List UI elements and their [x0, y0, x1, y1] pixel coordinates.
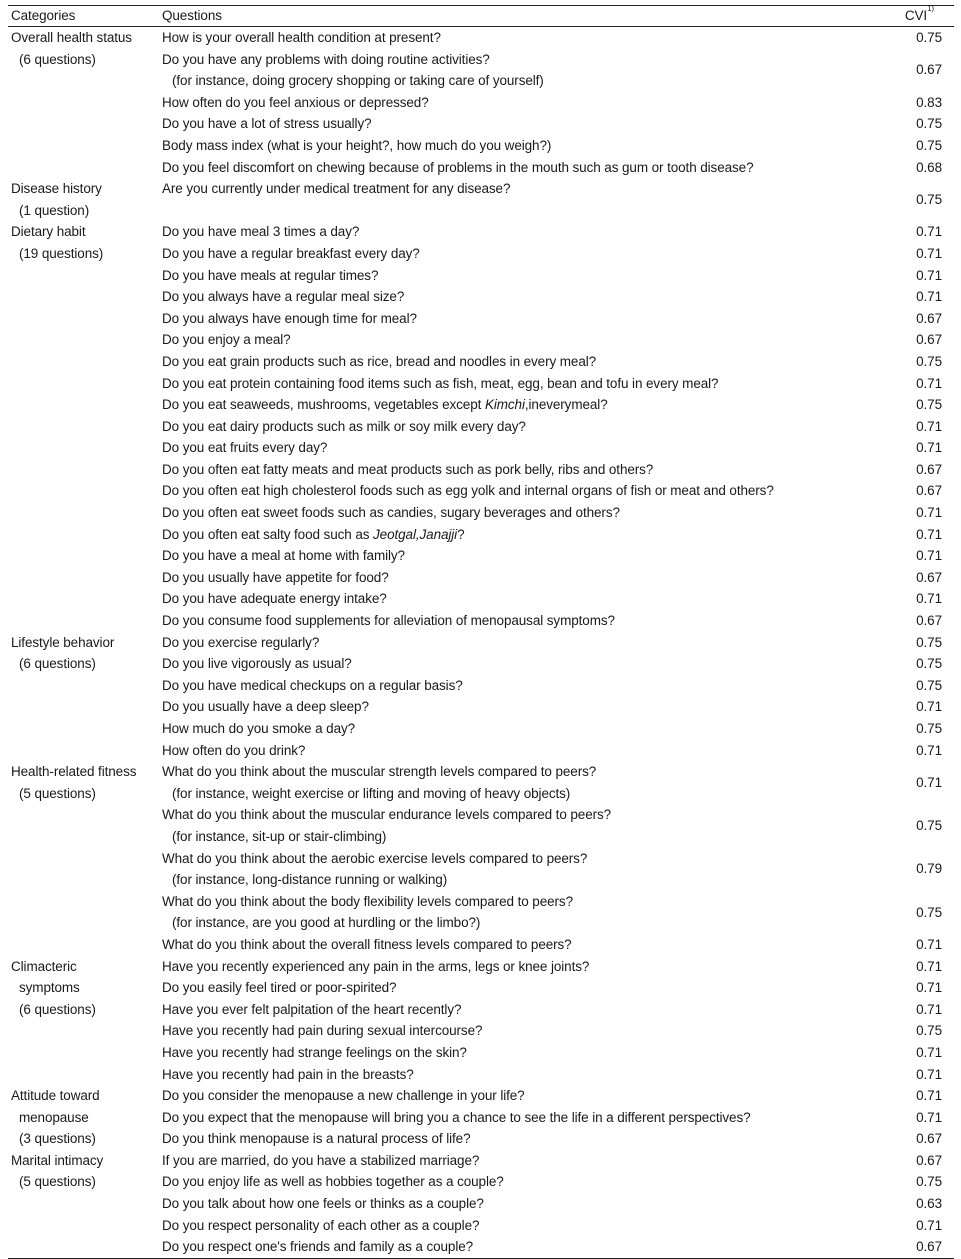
table-row [8, 27, 954, 49]
question-cell [159, 761, 894, 804]
question-cell [159, 480, 894, 502]
category-cell [8, 27, 159, 179]
category-name: Attitude toward [11, 1088, 100, 1104]
cvi-value: 0.67 [916, 1152, 942, 1168]
question-cell [159, 329, 894, 351]
question-cell [159, 286, 894, 308]
question-text: Do you have adequate energy intake? [162, 591, 387, 607]
question-text: Have you recently experienced any pain in the arms, legs or knee joints? [162, 958, 590, 974]
question-text: How is your overall health condition at present? [162, 30, 441, 45]
table-row [8, 1150, 954, 1172]
cvi-value: 0.67 [916, 569, 942, 585]
table-row [8, 178, 954, 221]
question-cell [159, 1236, 894, 1258]
question-cell [159, 49, 894, 92]
question-cell [159, 221, 894, 243]
question-text: Have you recently had pain during sexual intercourse? [162, 1023, 483, 1039]
category-name: Disease history [11, 181, 102, 197]
question-text: Have you recently had pain in the breasts? [162, 1066, 414, 1082]
cvi-value: 0.75 [916, 116, 942, 132]
question-text: Do you eat protein containing food items such as fish, meat, egg, bean and tofu in every meal? [162, 375, 719, 391]
question-text: Do you talk about how one feels or thinks as a couple? [162, 1196, 484, 1212]
question-cell [159, 1150, 894, 1172]
question-cell [159, 610, 894, 632]
cvi-value: 0.71 [916, 548, 942, 564]
question-text: Do you usually have a deep sleep? [162, 699, 369, 715]
cvi-value: 0.71 [916, 699, 942, 715]
cvi-value: 0.75 [916, 397, 942, 413]
cvi-value: 0.79 [916, 861, 942, 877]
question-text: What do you think about the muscular strength levels compared to peers? [162, 764, 597, 780]
header-categories: Categories [8, 6, 159, 27]
question-cell [159, 1107, 894, 1129]
table-row [8, 956, 954, 978]
question-cell [159, 157, 894, 179]
cvi-value: 0.71 [916, 245, 942, 261]
cvi-value: 0.63 [916, 1196, 942, 1212]
question-text: Do you eat grain products such as rice, bread and noodles in every meal? [162, 353, 597, 369]
question-cell [159, 92, 894, 114]
question-text: Do you enjoy life as well as hobbies together as a couple? [162, 1174, 504, 1190]
question-text: What do you think about the body flexibility levels compared to peers? [162, 893, 573, 909]
question-text: Do you eat fruits every day? [162, 440, 328, 456]
question-cell [159, 308, 894, 330]
question-cell [159, 804, 894, 847]
category-name: Climacteric [11, 958, 77, 974]
question-cell [159, 588, 894, 610]
question-cell [159, 1193, 894, 1215]
cvi-value: 0.71 [916, 1109, 942, 1125]
cvi-value: 0.71 [916, 1044, 942, 1060]
question-example [162, 200, 894, 222]
question-text: Do you respect one's friends and family as a couple? [162, 1239, 474, 1255]
question-text: What do you think about the overall fitness levels compared to peers? [162, 936, 572, 952]
question-example: (for instance, are you good at hurdling or the limbo?) [172, 915, 481, 931]
category-count: (19 questions) [19, 245, 104, 261]
question-cell [159, 999, 894, 1021]
category-name: Dietary habit [11, 224, 86, 240]
cvi-value: 0.71 [916, 440, 942, 456]
question-cell [159, 1064, 894, 1086]
question-cell [159, 934, 894, 956]
question-cell [159, 243, 894, 265]
question-cell [159, 956, 894, 978]
cvi-value: 0.75 [916, 1174, 942, 1190]
question-text: Have you ever felt palpitation of the heart recently? [162, 1001, 462, 1017]
category-count: (5 questions) [19, 1174, 96, 1190]
question-cell [159, 394, 894, 416]
cvi-value: 0.75 [916, 30, 942, 45]
question-cell [159, 178, 894, 221]
category-cell [8, 221, 159, 631]
question-cell [159, 567, 894, 589]
header-cvi-label: CVI [904, 8, 928, 23]
cvi-value: 0.71 [916, 742, 942, 758]
cvi-value: 0.75 [916, 1023, 942, 1039]
cvi-value: 0.75 [916, 191, 942, 207]
category-cell [8, 1150, 159, 1258]
question-text: How often do you drink? [162, 742, 306, 758]
question-cell [159, 632, 894, 654]
category-name: Marital intimacy [11, 1152, 104, 1168]
question-text: Do you think menopause is a natural process of life? [162, 1131, 471, 1147]
cvi-value: 0.71 [916, 505, 942, 521]
question-text: If you are married, do you have a stabilized marriage? [162, 1152, 480, 1168]
table-row [8, 761, 954, 804]
cvi-value: 0.71 [916, 1088, 942, 1104]
cvi-value: 0.71 [916, 1066, 942, 1082]
question-text: Are you currently under medical treatment for any disease? [162, 181, 511, 197]
category-name: Health-related fitness [11, 764, 137, 780]
cvi-value: 0.67 [916, 1131, 942, 1147]
cvi-value: 0.67 [916, 461, 942, 477]
question-text: Do you eat dairy products such as milk or soy milk every day? [162, 418, 526, 434]
question-italic-term: Kimchi [484, 397, 525, 413]
question-cell [159, 524, 894, 546]
question-text: Do you usually have appetite for food? [162, 569, 389, 585]
question-text: Do you easily feel tired or poor-spirited? [162, 980, 397, 996]
cvi-value: 0.68 [916, 159, 942, 175]
category-cell [8, 956, 159, 1086]
question-text: Do you have meal 3 times a day? [162, 224, 360, 240]
question-text: Body mass index (what is your height?, how much do you weigh?) [162, 137, 552, 153]
category-cell [8, 632, 159, 762]
question-text: Do you live vigorously as usual? [162, 656, 352, 672]
question-cell [159, 416, 894, 438]
question-example: (for instance, sit-up or stair-climbing) [172, 828, 387, 844]
question-example: (for instance, long-distance running or walking) [172, 872, 448, 888]
question-text: Do you eat seaweeds, mushrooms, vegetables except [162, 397, 485, 413]
question-cell [159, 373, 894, 395]
cvi-value: 0.71 [916, 224, 942, 240]
table-body [8, 27, 954, 1259]
question-cell [159, 1215, 894, 1237]
question-text: Do you always have enough time for meal? [162, 310, 417, 326]
cvi-value: 0.71 [916, 591, 942, 607]
question-cell [159, 1171, 894, 1193]
cvi-value: 0.67 [916, 332, 942, 348]
question-cell [159, 351, 894, 373]
category-count: (6 questions) [19, 1001, 96, 1017]
question-text: Do you consume food supplements for alleviation of menopausal symptoms? [162, 613, 615, 629]
question-cell [159, 27, 894, 49]
question-text: Do you respect personality of each other as a couple? [162, 1217, 480, 1233]
cvi-value: 0.67 [916, 310, 942, 326]
category-name: symptoms [19, 980, 80, 996]
cvi-value: 0.75 [916, 634, 942, 650]
question-text: Do you often eat salty food such as [162, 526, 374, 542]
category-count: (5 questions) [19, 785, 96, 801]
question-text-tail: ? [457, 526, 465, 542]
question-text: Do you have meals at regular times? [162, 267, 379, 283]
question-example: (for instance, weight exercise or lifting and moving of heavy objects) [172, 785, 571, 801]
cvi-value: 0.71 [916, 526, 942, 542]
category-cell [8, 178, 159, 221]
question-cell [159, 265, 894, 287]
question-cell [159, 502, 894, 524]
question-text: Do you have a regular breakfast every day? [162, 245, 420, 261]
category-name: menopause [19, 1109, 89, 1125]
question-cell [159, 740, 894, 762]
cvi-questions-table [8, 5, 954, 1259]
cvi-value: 0.75 [916, 353, 942, 369]
category-count: (6 questions) [19, 656, 96, 672]
cvi-value: 0.83 [916, 94, 942, 110]
cvi-value: 0.67 [916, 613, 942, 629]
cvi-value: 0.71 [916, 375, 942, 391]
question-text: Do you have a lot of stress usually? [162, 116, 372, 132]
header-cvi-footnote: 1) [927, 4, 934, 13]
cvi-value: 0.75 [916, 818, 942, 834]
question-cell [159, 135, 894, 157]
table-row [8, 632, 954, 654]
table-row [8, 221, 954, 243]
question-text: Do you have a meal at home with family? [162, 548, 405, 564]
cvi-value: 0.75 [916, 677, 942, 693]
question-text: Do you enjoy a meal? [162, 332, 291, 348]
question-text: Do you consider the menopause a new challenge in your life? [162, 1088, 525, 1104]
cvi-value: 0.71 [916, 774, 942, 790]
cvi-value: 0.75 [916, 904, 942, 920]
cvi-value: 0.75 [916, 721, 942, 736]
question-cell [159, 1042, 894, 1064]
question-text: What do you think about the aerobic exercise levels compared to peers? [162, 850, 588, 866]
question-cell [159, 718, 894, 740]
question-cell [159, 696, 894, 718]
question-text: Do you exercise regularly? [162, 634, 320, 650]
question-italic-term: Jeotgal,Janajji [373, 526, 458, 542]
category-name: Lifestyle behavior [11, 634, 115, 650]
question-text: Do you have any problems with doing routine activities? [162, 51, 490, 67]
question-text: How much do you smoke a day? [162, 721, 356, 736]
category-count: (3 questions) [19, 1131, 96, 1147]
question-text: Do you always have a regular meal size? [162, 289, 405, 305]
header-cvi [894, 6, 954, 27]
table-header [8, 6, 954, 27]
header-questions: Questions [159, 6, 894, 27]
question-cell [159, 891, 894, 934]
question-cell [159, 113, 894, 135]
cvi-value: 0.75 [916, 137, 942, 153]
question-text: Have you recently had strange feelings on the skin? [162, 1044, 467, 1060]
question-cell [159, 437, 894, 459]
cvi-value: 0.71 [916, 267, 942, 283]
question-example: (for instance, doing grocery shopping or taking care of yourself) [172, 73, 544, 89]
question-cell [159, 1128, 894, 1150]
question-cell [159, 848, 894, 891]
cvi-value: 0.71 [916, 958, 942, 974]
question-cell [159, 675, 894, 697]
question-text-tail: ,ineverymeal? [524, 397, 608, 413]
question-cell [159, 977, 894, 999]
cvi-value: 0.71 [916, 936, 942, 952]
question-text: Do you expect that the menopause will bring you a chance to see the life in a different perspectives? [162, 1109, 751, 1125]
category-count: (6 questions) [19, 51, 96, 67]
cvi-value: 0.67 [916, 62, 942, 78]
question-cell [159, 1020, 894, 1042]
question-text: Do you have medical checkups on a regular basis? [162, 677, 463, 693]
category-count: (1 question) [19, 202, 90, 218]
question-cell [159, 1085, 894, 1107]
question-text: How often do you feel anxious or depressed? [162, 94, 429, 110]
cvi-value: 0.71 [916, 980, 942, 996]
question-text: Do you feel discomfort on chewing because of problems in the mouth such as gum or tooth disease? [162, 159, 754, 175]
cvi-value: 0.67 [916, 1239, 942, 1255]
question-cell [159, 459, 894, 481]
category-name: Overall health status [11, 30, 132, 45]
question-text: Do you often eat high cholesterol foods such as egg yolk and internal organs of fish or meat and others? [162, 483, 774, 499]
cvi-value: 0.71 [916, 289, 942, 305]
cvi-value: 0.71 [916, 418, 942, 434]
question-text: Do you often eat sweet foods such as candies, sugary beverages and others? [162, 505, 620, 521]
cvi-value: 0.71 [916, 1001, 942, 1017]
cvi-value: 0.75 [916, 656, 942, 672]
table-row [8, 1085, 954, 1107]
category-cell [8, 1085, 159, 1150]
question-cell [159, 545, 894, 567]
cvi-value: 0.71 [916, 1217, 942, 1233]
cvi-value: 0.67 [916, 483, 942, 499]
question-cell [159, 653, 894, 675]
category-cell [8, 761, 159, 955]
question-text: Do you often eat fatty meats and meat products such as pork belly, ribs and others? [162, 461, 654, 477]
question-text: What do you think about the muscular endurance levels compared to peers? [162, 807, 612, 823]
